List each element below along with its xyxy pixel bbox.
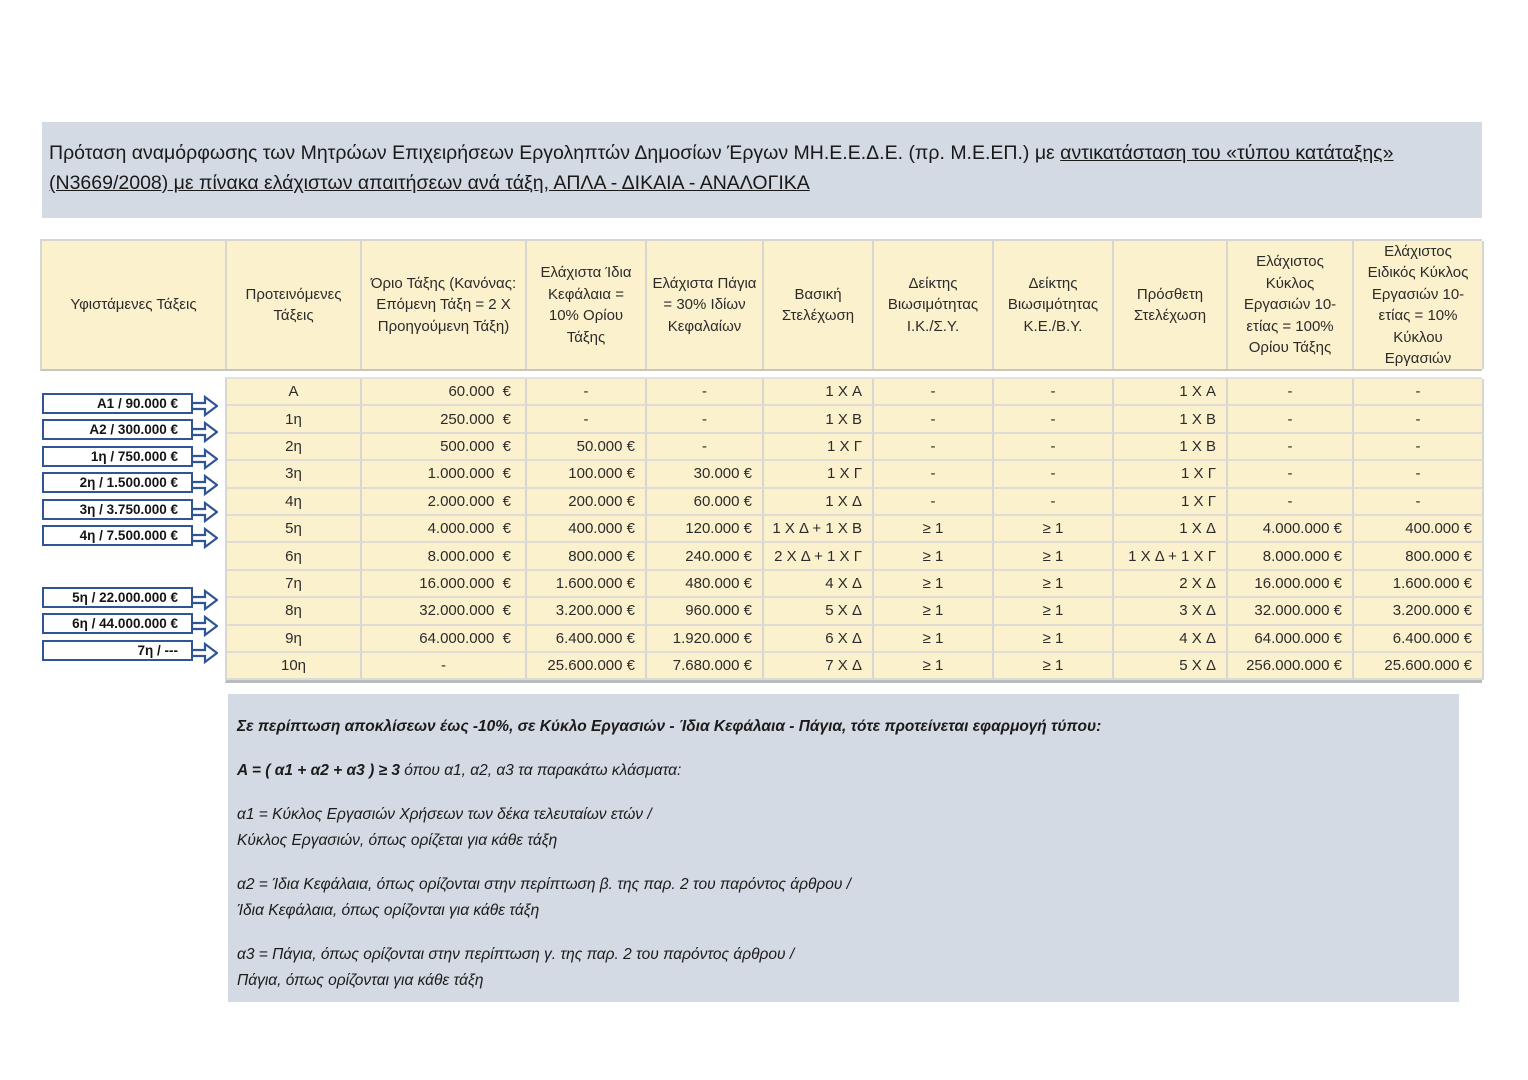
- table-cell: ≥ 1: [994, 653, 1114, 680]
- table-cell: -: [874, 489, 994, 516]
- table-cell: 32.000.000 €: [362, 598, 527, 625]
- proposal-header: [42, 122, 1482, 218]
- table-cell: 10η: [227, 653, 362, 680]
- table-cell: 4.000.000 €: [1228, 516, 1354, 543]
- class-mapping-label: 7η / ---: [137, 642, 178, 658]
- table-cell: 1.000.000 €: [362, 461, 527, 488]
- table-cell: -: [1228, 379, 1354, 406]
- table-cell: 240.000 €: [647, 543, 764, 570]
- table-cell: 6 X Δ: [764, 626, 874, 653]
- existing-classes-group-2: [42, 587, 193, 666]
- table-cell: 8η: [227, 598, 362, 625]
- table-cell: 800.000 €: [527, 543, 647, 570]
- table-cell: -: [527, 406, 647, 433]
- table-cell: 60.000 €: [647, 489, 764, 516]
- formula-description: όπου α1, α2, α3 τα παρακάτω κλάσματα:: [400, 762, 682, 779]
- note-a2-numerator: α2 = Ίδια Κεφάλαια, όπως ορίζονται στην περίπτωση β. της παρ. 2 του παρόντος άρθρου /: [237, 876, 851, 893]
- title-underlined-text: (Ν3669/2008) με πίνακα ελάχιστων απαιτήσεων ανά τάξη, ΑΠΛΑ - ΔΙΚΑΙΑ - ΑΝΑΛΟΓΙΚΑ: [49, 171, 810, 194]
- table-cell: 64.000.000 €: [362, 626, 527, 653]
- arrow-right-icon: [191, 615, 218, 637]
- table-cell: 1 X Β: [1114, 434, 1228, 461]
- table-cell: ≥ 1: [874, 543, 994, 570]
- table-cell: -: [527, 379, 647, 406]
- column-header-min-equity: Ελάχιστα Ίδια Κεφάλαια = 10% Ορίου Τάξης: [527, 241, 647, 369]
- table-cell: ≥ 1: [994, 571, 1114, 598]
- table-cell: 6.400.000 €: [1354, 626, 1484, 653]
- class-mapping-box: [42, 587, 193, 608]
- table-cell: 500.000 €: [362, 434, 527, 461]
- table-cell: 4 X Δ: [1114, 626, 1228, 653]
- column-header-basic-staffing: Βασική Στελέχωση: [764, 241, 874, 369]
- table-cell: 60.000 €: [362, 379, 527, 406]
- table-cell: 64.000.000 €: [1228, 626, 1354, 653]
- column-header-min-turnover: Ελάχιστος Κύκλος Εργασιών 10-ετίας = 100% Ορίου Τάξης: [1228, 241, 1354, 369]
- table-cell: -: [1228, 461, 1354, 488]
- table-cell: -: [1354, 489, 1484, 516]
- table-cell: 4.000.000 €: [362, 516, 527, 543]
- table-cell: 30.000 €: [647, 461, 764, 488]
- class-mapping-label: 5η / 22.000.000 €: [72, 590, 178, 605]
- table-cell: 3.200.000 €: [527, 598, 647, 625]
- table-cell: -: [362, 653, 527, 680]
- table-cell: 1 X Β: [1114, 406, 1228, 433]
- table-cell: 1η: [227, 406, 362, 433]
- class-mapping-box: [42, 613, 193, 634]
- arrow-right-icon: [191, 448, 218, 470]
- table-cell: 1 X Γ: [1114, 461, 1228, 488]
- arrow-right-icon: [191, 474, 218, 496]
- class-mapping-box: [42, 525, 193, 546]
- class-mapping-box: [42, 446, 193, 467]
- table-cell: 32.000.000 €: [1228, 598, 1354, 625]
- class-mapping-label: 3η / 3.750.000 €: [79, 501, 178, 517]
- table-cell: 1 X Γ: [764, 434, 874, 461]
- table-cell: -: [647, 379, 764, 406]
- table-cell: 400.000 €: [527, 516, 647, 543]
- table-cell: 6.400.000 €: [527, 626, 647, 653]
- class-mapping-box: [42, 640, 193, 661]
- table-cell: 1 X Γ: [1114, 489, 1228, 516]
- table-cell: 1 X Α: [764, 379, 874, 406]
- note-a2-denominator: Ίδια Κεφάλαια, όπως ορίζονται για κάθε τάξη: [237, 902, 540, 919]
- existing-classes-group-1: [42, 393, 193, 551]
- note-a1-numerator: α1 = Κύκλος Εργασιών Χρήσεων των δέκα τελευταίων ετών /: [237, 806, 652, 823]
- table-cell: 5η: [227, 516, 362, 543]
- table-cell: 800.000 €: [1354, 543, 1484, 570]
- column-header-min-special-turnover: Ελάχιστος Ειδικός Κύκλος Εργασιών 10-ετίας = 10% Κύκλου Εργασιών: [1354, 241, 1484, 369]
- table-cell: 16.000.000 €: [362, 571, 527, 598]
- table-cell: 5 X Δ: [764, 598, 874, 625]
- note-intro: Σε περίπτωση αποκλίσεων έως -10%, σε Κύκλο Εργασιών - Ίδια Κεφάλαια - Πάγια, τότε προτείνεται εφαρμογή τύπου:: [237, 718, 1102, 735]
- requirements-table-header: [40, 239, 1482, 371]
- column-header-viability-ik-sy: Δείκτης Βιωσιμότητας Ι.Κ./Σ.Υ.: [874, 241, 994, 369]
- table-cell: ≥ 1: [874, 571, 994, 598]
- class-mapping-box: [42, 393, 193, 414]
- table-cell: 1 X Δ + 1 X Γ: [1114, 543, 1228, 570]
- column-header-class-limit: Όριο Τάξης (Κανόνας: Επόμενη Τάξη = 2 Χ Προηγούμενη Τάξη): [362, 241, 527, 369]
- table-cell: 50.000 €: [527, 434, 647, 461]
- note-a2: [237, 872, 1441, 924]
- table-cell: 120.000 €: [647, 516, 764, 543]
- table-cell: 7η: [227, 571, 362, 598]
- table-cell: -: [647, 406, 764, 433]
- table-cell: -: [874, 461, 994, 488]
- class-mapping-label: Α1 / 90.000 €: [96, 396, 178, 411]
- table-cell: 250.000 €: [362, 406, 527, 433]
- table-cell: -: [994, 434, 1114, 461]
- table-cell: 4 X Δ: [764, 571, 874, 598]
- table-cell: -: [1354, 461, 1484, 488]
- table-cell: 1 X Δ: [764, 489, 874, 516]
- table-cell: 8.000.000 €: [362, 543, 527, 570]
- table-cell: -: [874, 406, 994, 433]
- table-cell: 25.600.000 €: [1354, 653, 1484, 680]
- table-cell: 1 X Β: [764, 406, 874, 433]
- table-cell: -: [1228, 434, 1354, 461]
- table-cell: 5 X Δ: [1114, 653, 1228, 680]
- note-a3-denominator: Πάγια, όπως ορίζονται για κάθε τάξη: [237, 972, 484, 989]
- table-cell: -: [1354, 434, 1484, 461]
- table-cell: 16.000.000 €: [1228, 571, 1354, 598]
- table-cell: ≥ 1: [874, 653, 994, 680]
- table-cell: -: [647, 434, 764, 461]
- class-mapping-label: 2η / 1.500.000 €: [79, 475, 178, 491]
- table-cell: 256.000.000 €: [1228, 653, 1354, 680]
- column-header-proposed-classes: Προτεινόμενες Τάξεις: [227, 241, 362, 369]
- table-cell: 480.000 €: [647, 571, 764, 598]
- table-cell: 1.600.000 €: [1354, 571, 1484, 598]
- table-cell: -: [874, 434, 994, 461]
- table-cell: 8.000.000 €: [1228, 543, 1354, 570]
- table-cell: -: [1354, 379, 1484, 406]
- note-a1-denominator: Κύκλος Εργασιών, όπως ορίζεται για κάθε τάξη: [237, 832, 558, 849]
- column-header-min-fixed-assets: Ελάχιστα Πάγια = 30% Ιδίων Κεφαλαίων: [647, 241, 764, 369]
- arrow-right-icon: [191, 589, 218, 611]
- class-mapping-box: [42, 419, 193, 440]
- table-cell: 200.000 €: [527, 489, 647, 516]
- table-cell: -: [994, 461, 1114, 488]
- table-cell: 2η: [227, 434, 362, 461]
- table-cell: 400.000 €: [1354, 516, 1484, 543]
- class-mapping-box: [42, 499, 193, 520]
- table-cell: -: [874, 379, 994, 406]
- table-cell: ≥ 1: [994, 543, 1114, 570]
- column-header-extra-staffing: Πρόσθετη Στελέχωση: [1114, 241, 1228, 369]
- table-cell: -: [1228, 406, 1354, 433]
- title-text: Πρόταση αναμόρφωσης των Μητρώων Επιχειρήσεων Εργοληπτών Δημοσίων Έργων ΜΗ.Ε.Ε.Δ.Ε. (πρ. Μ.Ε.ΕΠ.) με: [49, 142, 1061, 164]
- table-cell: 3 X Δ: [1114, 598, 1228, 625]
- table-cell: 2.000.000 €: [362, 489, 527, 516]
- note-a3-numerator: α3 = Πάγια, όπως ορίζονται στην περίπτωση γ. της παρ. 2 του παρόντος άρθρου /: [237, 946, 795, 963]
- table-cell: 3.200.000 €: [1354, 598, 1484, 625]
- table-cell: 3η: [227, 461, 362, 488]
- table-cell: 1.600.000 €: [527, 571, 647, 598]
- table-cell: 1 X Δ + 1 X Β: [764, 516, 874, 543]
- table-cell: ≥ 1: [874, 598, 994, 625]
- table-cell: -: [994, 379, 1114, 406]
- table-cell: 1 X Γ: [764, 461, 874, 488]
- table-cell: 2 X Δ: [1114, 571, 1228, 598]
- arrow-right-icon: [191, 527, 218, 549]
- table-cell: 100.000 €: [527, 461, 647, 488]
- note-formula: [237, 758, 1441, 784]
- table-cell: -: [994, 489, 1114, 516]
- arrow-right-icon: [191, 421, 218, 443]
- table-cell: Α: [227, 379, 362, 406]
- formula-expression: Α = ( α1 + α2 + α3 ) ≥ 3: [237, 762, 400, 779]
- table-cell: ≥ 1: [994, 626, 1114, 653]
- table-cell: 960.000 €: [647, 598, 764, 625]
- table-cell: 9η: [227, 626, 362, 653]
- class-mapping-box: [42, 472, 193, 493]
- column-header-existing-classes: Υφιστάμενες Τάξεις: [42, 241, 227, 369]
- note-a3: [237, 942, 1441, 994]
- class-mapping-label: Α2 / 300.000 €: [89, 422, 178, 438]
- table-cell: 7.680.000 €: [647, 653, 764, 680]
- requirements-table-body: [225, 377, 1482, 683]
- table-cell: 1 X Α: [1114, 379, 1228, 406]
- table-cell: -: [1354, 406, 1484, 433]
- arrow-right-icon: [191, 395, 218, 417]
- table-cell: 2 X Δ + 1 X Γ: [764, 543, 874, 570]
- table-cell: ≥ 1: [874, 626, 994, 653]
- table-cell: 4η: [227, 489, 362, 516]
- arrow-right-icon: [191, 501, 218, 523]
- table-cell: -: [1228, 489, 1354, 516]
- table-cell: 7 X Δ: [764, 653, 874, 680]
- table-cell: ≥ 1: [994, 598, 1114, 625]
- class-mapping-label: 1η / 750.000 €: [90, 448, 178, 464]
- note-a1: [237, 802, 1441, 854]
- class-mapping-label: 4η / 7.500.000 €: [79, 527, 178, 543]
- table-cell: 25.600.000 €: [527, 653, 647, 680]
- table-cell: 6η: [227, 543, 362, 570]
- notes-panel: [228, 694, 1459, 1002]
- title-line-1: [49, 139, 1464, 169]
- title-underlined-text: αντικατάσταση του «τύπου κατάταξης»: [1060, 142, 1394, 164]
- arrow-right-icon: [191, 642, 218, 664]
- table-cell: -: [994, 406, 1114, 433]
- column-header-viability-ke-by: Δείκτης Βιωσιμότητας Κ.Ε./Β.Υ.: [994, 241, 1114, 369]
- table-cell: 1 X Δ: [1114, 516, 1228, 543]
- table-cell: ≥ 1: [874, 516, 994, 543]
- class-mapping-label: 6η / 44.000.000 €: [72, 616, 178, 632]
- table-cell: 1.920.000 €: [647, 626, 764, 653]
- table-cell: ≥ 1: [994, 516, 1114, 543]
- title-line-2: [49, 169, 1464, 199]
